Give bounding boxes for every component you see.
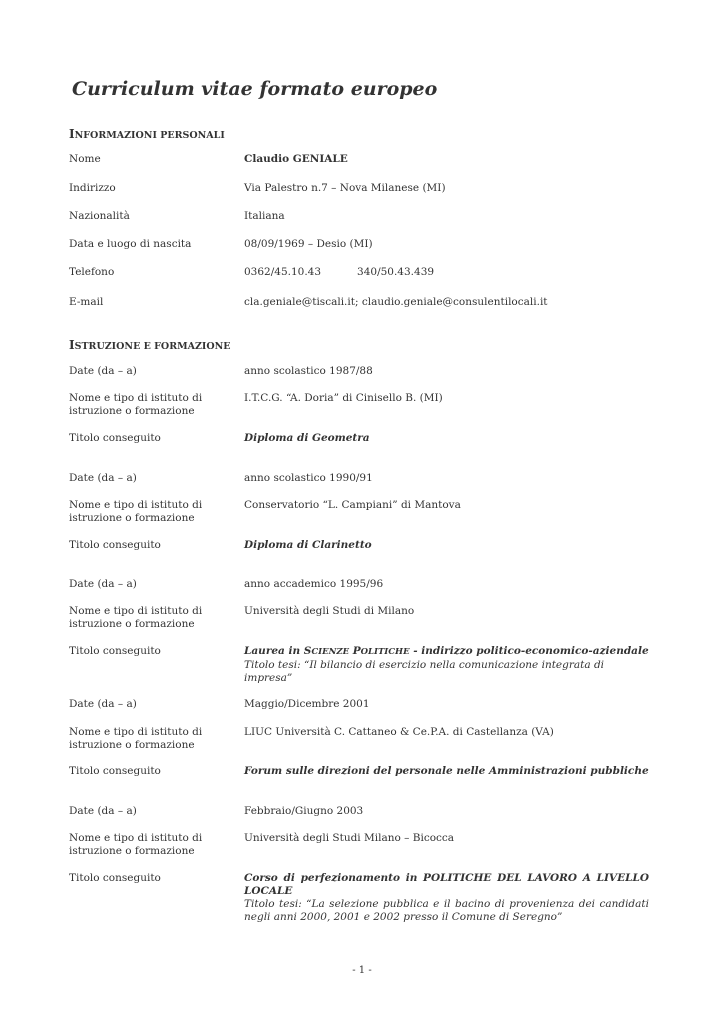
- edu-thesis: Titolo tesi: “La selezione pubblica e il bacino di provenienza dei candidati negli anni 2000, 2001 e 2002 presso il Comune di Seregno”: [244, 898, 649, 923]
- label-date: Date (da – a): [69, 365, 137, 377]
- label-institute-line2: istruzione o formazione: [69, 405, 195, 417]
- value-address: Via Palestro n.7 – Nova Milanese (MI): [244, 182, 446, 194]
- phone-mobile: 340/50.43.439: [357, 266, 435, 278]
- edu-institute: Conservatorio “L. Campiani” di Mantova: [244, 499, 461, 511]
- edu-title: Diploma di Geometra: [244, 432, 370, 444]
- label-title: Titolo conseguito: [69, 645, 161, 657]
- edu-date: anno accademico 1995/96: [244, 578, 384, 590]
- value-nationality: Italiana: [244, 210, 285, 222]
- edu-institute: Università degli Studi Milano – Bicocca: [244, 832, 455, 844]
- label-phone: Telefono: [69, 266, 115, 278]
- section-heading-rest: STRUZIONE E FORMAZIONE: [74, 341, 231, 352]
- label-institute-line2: istruzione o formazione: [69, 618, 195, 630]
- label-birth: Data e luogo di nascita: [69, 238, 192, 250]
- section-heading-initial: I: [69, 127, 75, 141]
- phone-landline: 0362/45.10.43: [244, 266, 322, 278]
- label-date: Date (da – a): [69, 472, 137, 484]
- edu-date: anno scolastico 1990/91: [244, 472, 373, 484]
- label-institute-line1: Nome e tipo di istituto di: [69, 726, 203, 738]
- edu-institute: Università degli Studi di Milano: [244, 605, 415, 617]
- edu-date: anno scolastico 1987/88: [244, 365, 373, 377]
- edu-title: [244, 872, 649, 924]
- value-email: cla.geniale@tiscali.it; claudio.geniale@consulentilocali.it: [244, 296, 548, 308]
- label-institute: [69, 832, 234, 858]
- label-institute: [69, 726, 234, 752]
- section-heading-personal: [69, 127, 225, 141]
- label-date: Date (da – a): [69, 578, 137, 590]
- label-institute-line2: istruzione o formazione: [69, 845, 195, 857]
- label-date: Date (da – a): [69, 805, 137, 817]
- label-address: Indirizzo: [69, 182, 116, 194]
- edu-date: Maggio/Dicembre 2001: [244, 698, 370, 710]
- label-institute-line2: istruzione o formazione: [69, 512, 195, 524]
- label-name: Nome: [69, 153, 101, 165]
- label-institute-line1: Nome e tipo di istituto di: [69, 605, 203, 617]
- label-institute-line1: Nome e tipo di istituto di: [69, 499, 203, 511]
- value-birth: 08/09/1969 – Desio (MI): [244, 238, 373, 250]
- label-date: Date (da – a): [69, 698, 137, 710]
- section-heading-initial: I: [69, 338, 75, 352]
- label-institute: [69, 392, 234, 418]
- label-nationality: Nazionalità: [69, 210, 130, 222]
- edu-thesis: Titolo tesi: “Il bilancio di esercizio nella comunicazione integrata di impresa”: [244, 659, 605, 684]
- label-email: E-mail: [69, 296, 104, 308]
- edu-date: Febbraio/Giugno 2003: [244, 805, 364, 817]
- section-heading-rest: NFORMAZIONI PERSONALI: [74, 130, 225, 141]
- label-institute-line1: Nome e tipo di istituto di: [69, 832, 203, 844]
- label-title: Titolo conseguito: [69, 432, 161, 444]
- label-institute-line1: Nome e tipo di istituto di: [69, 392, 203, 404]
- edu-institute: I.T.C.G. “A. Doria” di Cinisello B. (MI): [244, 392, 443, 404]
- edu-title: [244, 645, 649, 685]
- label-institute: [69, 605, 234, 631]
- page-number: - 1 -: [352, 965, 372, 976]
- edu-title-course: Corso di perfezionamento in POLITICHE DEL LAVORO A LIVELLO LOCALE: [244, 872, 649, 897]
- value-name: Claudio GENIALE: [244, 153, 348, 165]
- edu-title-degree: Laurea in SCIENZE POLITICHE - indirizzo politico-economico-aziendale: [244, 645, 649, 657]
- label-institute: [69, 499, 234, 525]
- value-phone: [244, 266, 649, 279]
- section-heading-education: [69, 338, 231, 352]
- edu-title: Diploma di Clarinetto: [244, 539, 372, 551]
- edu-institute: LIUC Università C. Cattaneo & Ce.P.A. di Castellanza (VA): [244, 726, 554, 738]
- label-title: Titolo conseguito: [69, 765, 161, 777]
- label-institute-line2: istruzione o formazione: [69, 739, 195, 751]
- label-title: Titolo conseguito: [69, 872, 161, 884]
- label-title: Titolo conseguito: [69, 539, 161, 551]
- page-title: Curriculum vitae formato europeo: [72, 78, 438, 100]
- edu-title: Forum sulle direzioni del personale nelle Amministrazioni pubbliche: [244, 765, 649, 777]
